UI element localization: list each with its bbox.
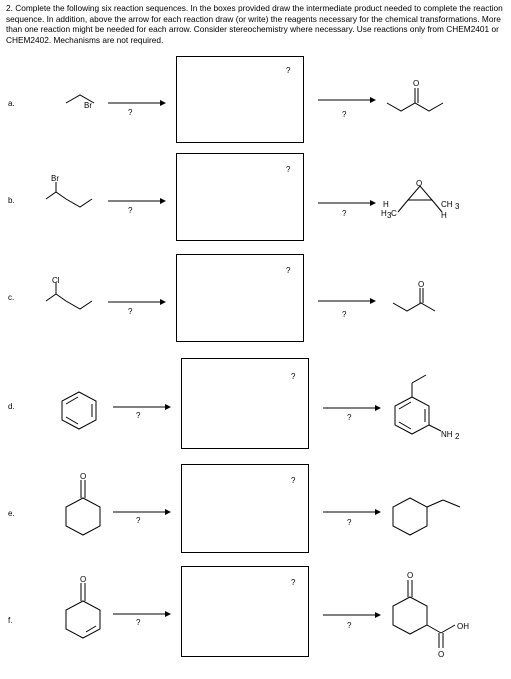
molecule-e-start — [66, 498, 100, 535]
molecule-c-start — [46, 294, 92, 309]
atom-label: C — [391, 209, 397, 218]
molecule-b-product — [408, 186, 432, 200]
atom-label: O — [413, 79, 420, 88]
molecule-f-product — [393, 597, 427, 634]
box-question-c: ? — [286, 266, 291, 275]
instructions-text: 2. Complete the following six reaction sequences. In the boxes provided draw the intermediate product needed to complete the reaction sequence. In addition, above the arrow for each reaction draw (or write) the reagents necessary for the chemical transformations. More than one reaction might be needed for each arrow. Consider stereochemistry where necessary. Use reactions only from CHEM2401 or CHEM2402. Mechanisms are not required. — [6, 3, 503, 45]
atom-label: NH — [441, 430, 453, 439]
molecule-a-product — [387, 103, 443, 111]
row-label-d: d. — [8, 402, 15, 411]
atom-label: O — [438, 650, 445, 659]
box-question-d: ? — [291, 372, 296, 381]
atom-label: O — [80, 472, 87, 481]
molecule-e-product — [393, 498, 427, 535]
arrow2-question-f: ? — [347, 621, 352, 630]
molecule-c-product — [393, 303, 435, 311]
arrow2-question-c: ? — [342, 310, 347, 319]
atom-label: Cl — [52, 276, 60, 285]
molecule-d-product — [395, 397, 429, 434]
atom-label: H — [441, 211, 447, 220]
arrow1-question-a: ? — [128, 108, 133, 117]
box-question-b: ? — [286, 165, 291, 174]
atom-label: CH — [441, 200, 453, 209]
arrow2-question-b: ? — [342, 209, 347, 218]
arrow2-question-a: ? — [342, 110, 347, 119]
atom-label: 3 — [455, 202, 460, 211]
atom-label: H — [381, 209, 387, 218]
atom-label: OH — [457, 622, 469, 631]
row-label-f: f. — [8, 616, 13, 625]
atom-label: O — [418, 280, 425, 289]
row-label-c: c. — [8, 293, 15, 302]
box-question-a: ? — [286, 66, 291, 75]
atom-label: H — [383, 200, 389, 209]
atom-label: O — [80, 575, 87, 584]
atom-label: 2 — [455, 432, 460, 441]
row-label-a: a. — [8, 99, 15, 108]
arrow1-question-e: ? — [136, 516, 141, 525]
arrow1-question-b: ? — [128, 206, 133, 215]
row-label-b: b. — [8, 196, 15, 205]
atom-label: O — [407, 571, 414, 580]
arrow1-question-c: ? — [128, 307, 133, 316]
molecule-d-start — [62, 392, 96, 429]
arrow2-question-d: ? — [347, 413, 352, 422]
molecule-b-start — [46, 192, 92, 207]
box-question-e: ? — [291, 476, 296, 485]
molecule-f-start — [66, 601, 100, 638]
atom-label: Br — [84, 101, 92, 110]
box-question-f: ? — [291, 578, 296, 587]
arrow1-question-f: ? — [136, 618, 141, 627]
arrow1-question-d: ? — [136, 411, 141, 420]
row-label-e: e. — [8, 509, 15, 518]
atom-label: Br — [51, 174, 59, 183]
arrow2-question-e: ? — [347, 518, 352, 527]
atom-label: O — [416, 179, 423, 188]
atom-label: 3 — [387, 211, 392, 220]
